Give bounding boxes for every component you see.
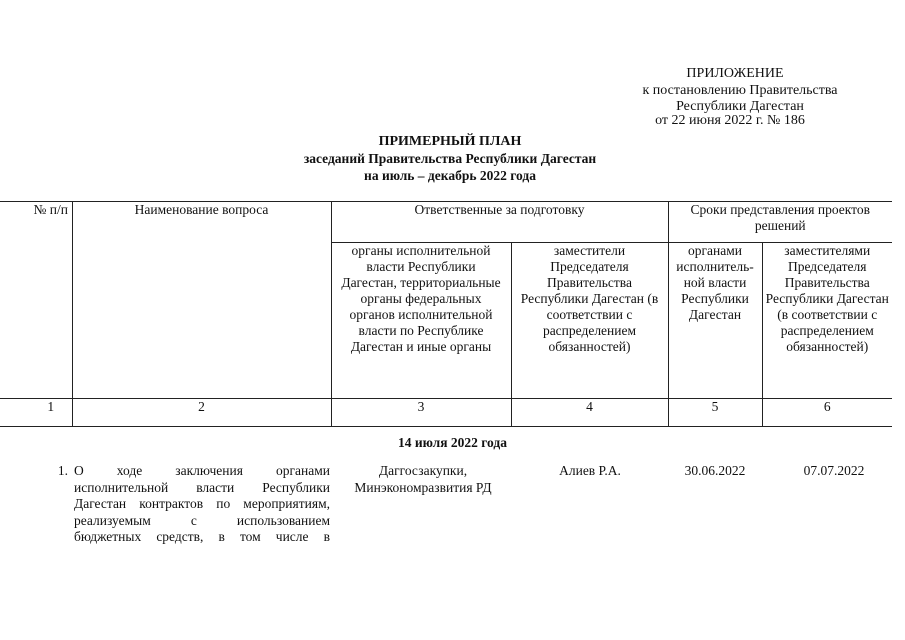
- subheader-deputies-deadline: заместителями Председателя Правительства Республики Дагестан (в соответствии с распределением обязанностей): [762, 243, 892, 399]
- column-number-3: 3: [331, 399, 511, 427]
- section-date-heading: 14 июля 2022 года: [398, 435, 507, 450]
- item-number: 1.: [57, 463, 68, 478]
- document-subtitle: заседаний Правительства Республики Дагестан: [303, 151, 597, 166]
- column-number-6: 6: [762, 399, 892, 427]
- subheader-organs: органы исполнительной власти Республики Дагестан, территориальные органы федеральных органов исполнительной власти по Республике Дагестан и иные органы: [331, 243, 511, 399]
- header-responsible: Ответственные за подготовку: [331, 202, 668, 243]
- header-deadlines: Сроки представления проектов решений: [668, 202, 892, 243]
- appendix-republic: Республики Дагестан: [676, 99, 804, 114]
- item-question-line: реализуемым с использованием: [74, 512, 330, 528]
- column-number-1: 1: [0, 399, 72, 427]
- document-period: на июль – декабрь 2022 года: [364, 168, 536, 183]
- header-question: Наименование вопроса: [72, 202, 331, 399]
- plan-table: [0, 201, 892, 427]
- item-question-line: бюджетных средств, в том числе в: [74, 529, 330, 544]
- column-number-2: 2: [72, 399, 331, 427]
- subheader-deputies: заместители Председателя Правительства Республики Дагестан (в соответствии с распределением обязанностей): [511, 243, 668, 399]
- item-deputy-deadline: 07.07.2022: [803, 463, 865, 478]
- column-number-5: 5: [668, 399, 762, 427]
- item-question-line: Дагестан контрактов по мероприятиям,: [74, 496, 330, 511]
- item-responsible-organs: Даггосзакупки, Минэкономразвития РД: [354, 463, 492, 495]
- document-title: ПРИМЕРНЫЙ ПЛАН: [378, 134, 522, 149]
- item-question-line: О ходе заключения органами: [74, 463, 330, 478]
- item-organs-deadline: 30.06.2022: [684, 463, 746, 478]
- column-number-4: 4: [511, 399, 668, 427]
- subheader-organs-deadline: органами исполнитель-ной власти Республики Дагестан: [668, 243, 762, 399]
- appendix-title: ПРИЛОЖЕНИЕ: [686, 66, 784, 81]
- item-question-line: исполнительной власти Республики: [74, 479, 330, 495]
- item-responsible-deputy: Алиев Р.А.: [559, 463, 621, 478]
- appendix-date: от 22 июня 2022 г. № 186: [655, 113, 805, 128]
- header-number: № п/п: [0, 202, 72, 399]
- item-question: [74, 463, 330, 546]
- appendix-resolution: к постановлению Правительства: [642, 83, 838, 98]
